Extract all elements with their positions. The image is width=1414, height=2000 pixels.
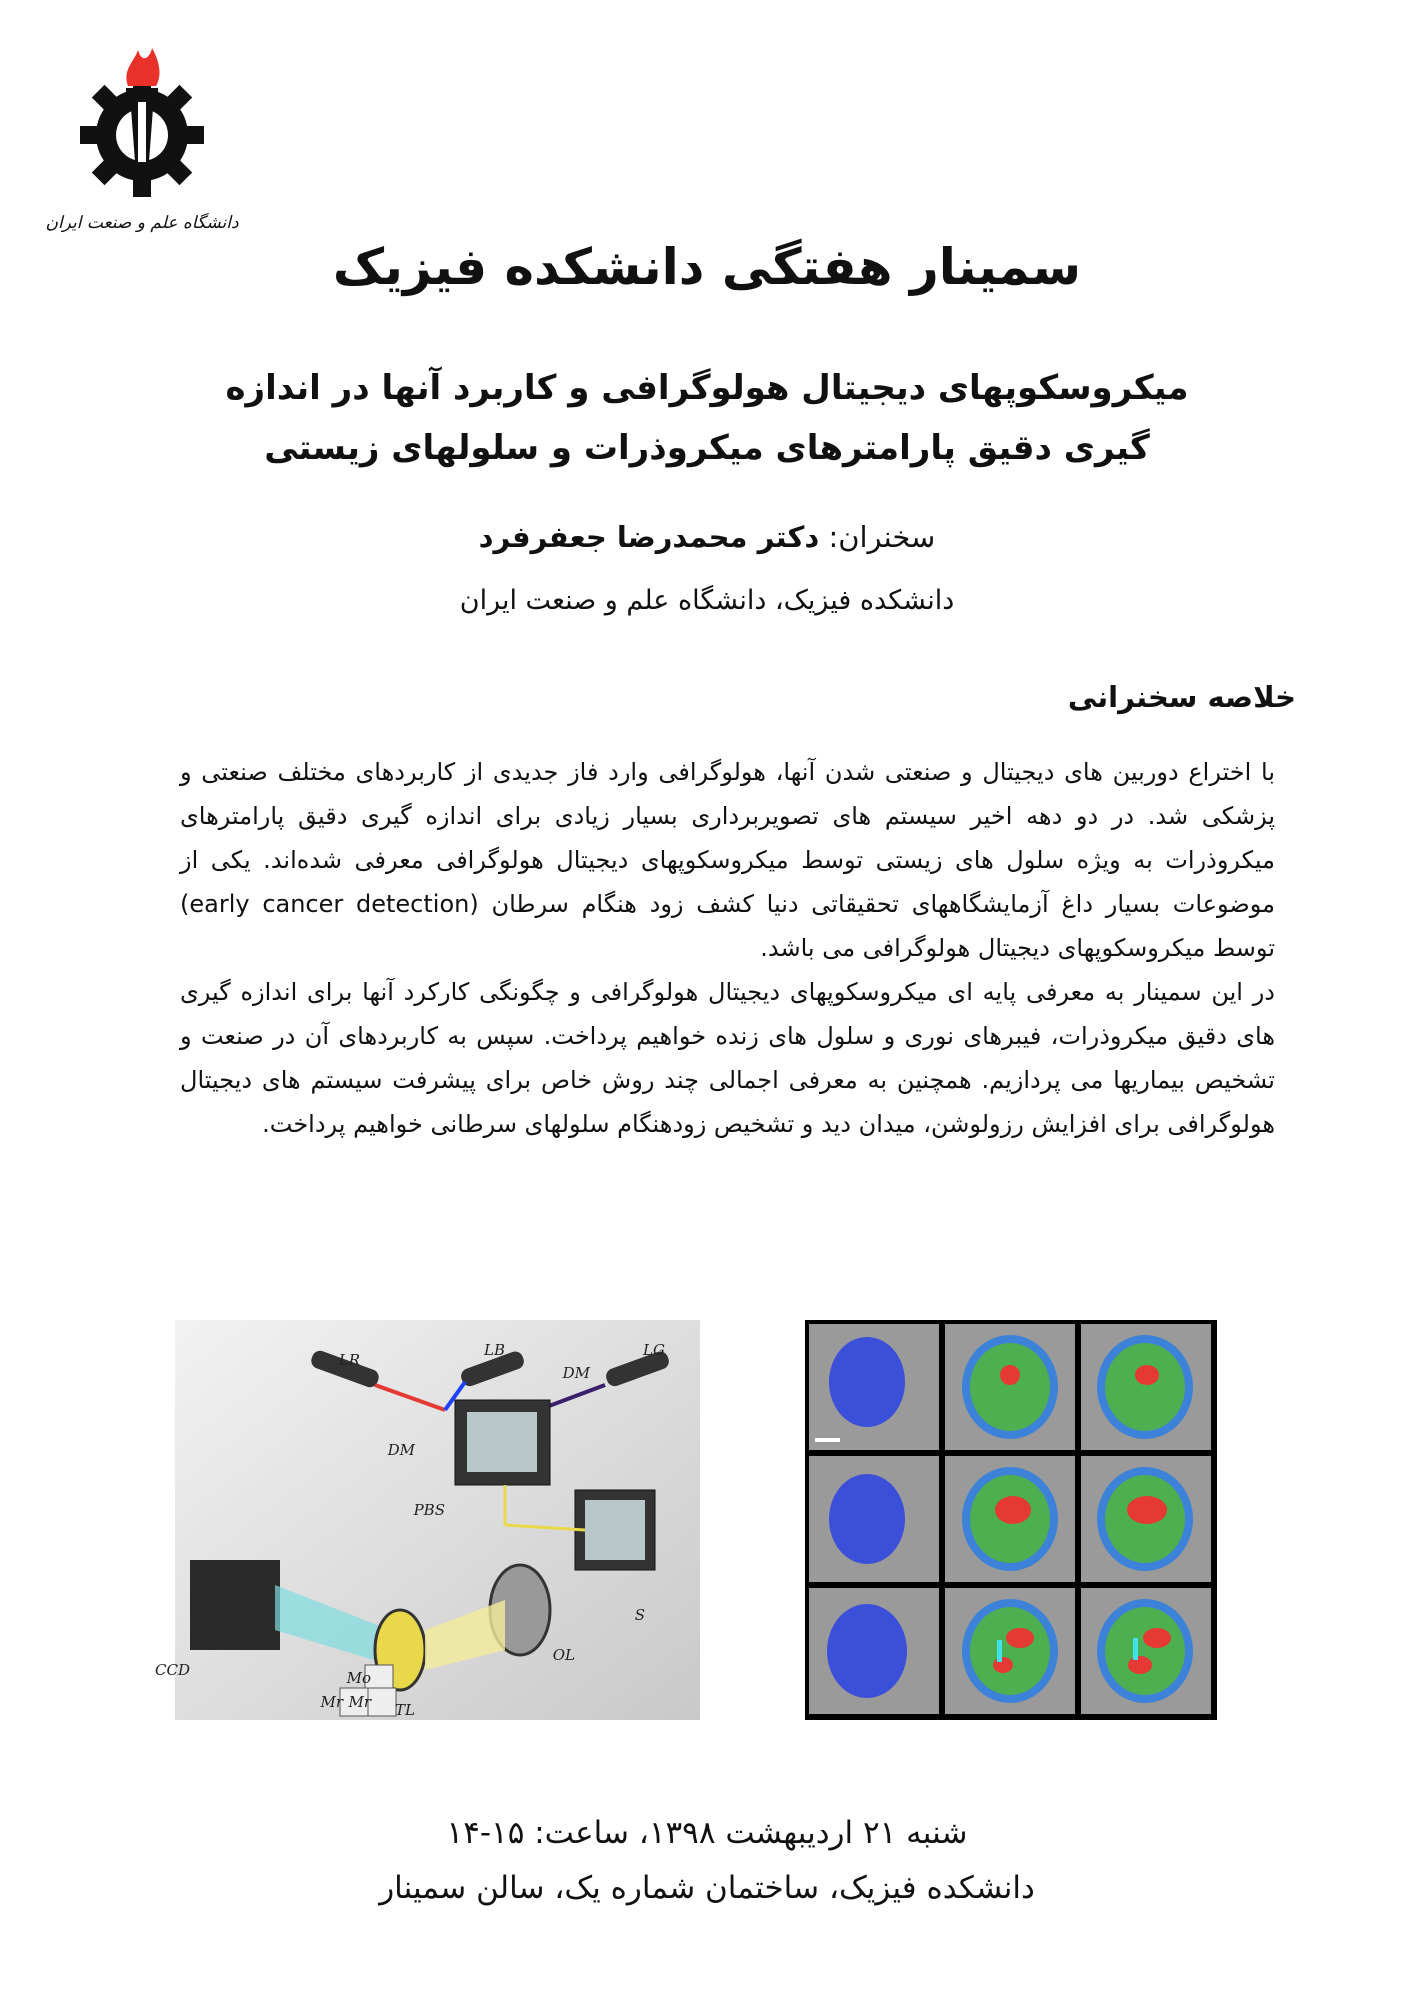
holography-setup-figure <box>155 1320 700 1720</box>
abstract-heading: خلاصه سخنرانی <box>1067 680 1296 714</box>
abstract-paragraph-1: با اختراع دوربین های دیجیتال و صنعتی شدن آنها، هولوگرافی وارد فاز جدیدی از کاربردهای مختلف صنعتی و پزشکی شد. در دو دهه اخیر سیستم های تصویربرداری بسیار زیادی برای اندازه گیری دقیق پارامترهای میکروذرات به ویژه سلول های زیستی توسط میکروسکوپهای دیجیتال هولوگرافی معرفی شده‌اند. یکی از موضوعات بسیار داغ آزمایشگاههای تحقیقاتی دنیا کشف زود هنگام سرطان (early cancer detection) توسط میکروسکوپهای دیجیتال هولوگرافی می باشد. <box>180 758 1275 962</box>
logo-text: دانشگاه علم و صنعت ایران <box>45 213 239 233</box>
speaker <box>0 520 1414 554</box>
seminar-date-time: شنبه ۲۱ اردیبهشت ۱۳۹۸، ساعت: ۱۵-۱۴ <box>446 1815 968 1851</box>
label-mo: Mo <box>346 1669 371 1687</box>
speaker-name: دکتر محمدرضا جعفرفرد <box>478 520 820 554</box>
label-mr-2: Mr <box>348 1693 371 1711</box>
label-ol: OL <box>552 1646 575 1664</box>
label-dm-left: DM <box>387 1441 415 1459</box>
abstract-text <box>180 750 1275 1146</box>
seminar-title: سمینار هفتگی دانشکده فیزیک <box>332 238 1082 296</box>
label-pbs: PBS <box>413 1501 445 1519</box>
label-lb: LB <box>484 1341 505 1359</box>
speaker-label: سخنران: <box>828 520 936 554</box>
label-tl: TL <box>395 1701 415 1719</box>
speaker-affiliation: دانشکده فیزیک، دانشگاه علم و صنعت ایران <box>459 585 955 616</box>
talk-title <box>0 358 1414 478</box>
label-lg: LG <box>643 1341 665 1359</box>
abstract-paragraph-2: در این سمینار به معرفی پایه ای میکروسکوپهای دیجیتال هولوگرافی و چگونگی کارکرد آنها برای اندازه گیری های دقیق میکروذرات، فیبرهای نوری و سلول های زنده خواهیم پرداخت. سپس به کاربردهای آن در صنعت و تشخیص بیماریها می پردازیم. همچنین به معرفی اجمالی چند روش خاص برای پیشرفت سیستم های دیجیتال هولوگرافی برای افزایش رزولوشن، میدان دید و تشخیص زودهنگام سلولهای سرطانی خواهیم پرداخت. <box>180 978 1275 1138</box>
cell-grid <box>809 1324 1211 1714</box>
seminar-location: دانشکده فیزیک، ساختمان شماره یک، سالن سمینار <box>379 1870 1035 1906</box>
university-logo <box>42 40 242 240</box>
cell-images-figure <box>805 1320 1217 1720</box>
label-mr-1: Mr <box>320 1693 343 1711</box>
talk-title-line-1: میکروسکوپهای دیجیتال هولوگرافی و کاربرد آنها در اندازه <box>225 368 1189 408</box>
label-s: S <box>634 1606 645 1624</box>
label-dm-right: DM <box>562 1364 590 1382</box>
label-lr: LR <box>338 1351 360 1369</box>
talk-title-line-2: گیری دقیق پارامترهای میکروذرات و سلولهای زیستی <box>264 428 1150 468</box>
label-ccd: CCD <box>155 1661 190 1679</box>
